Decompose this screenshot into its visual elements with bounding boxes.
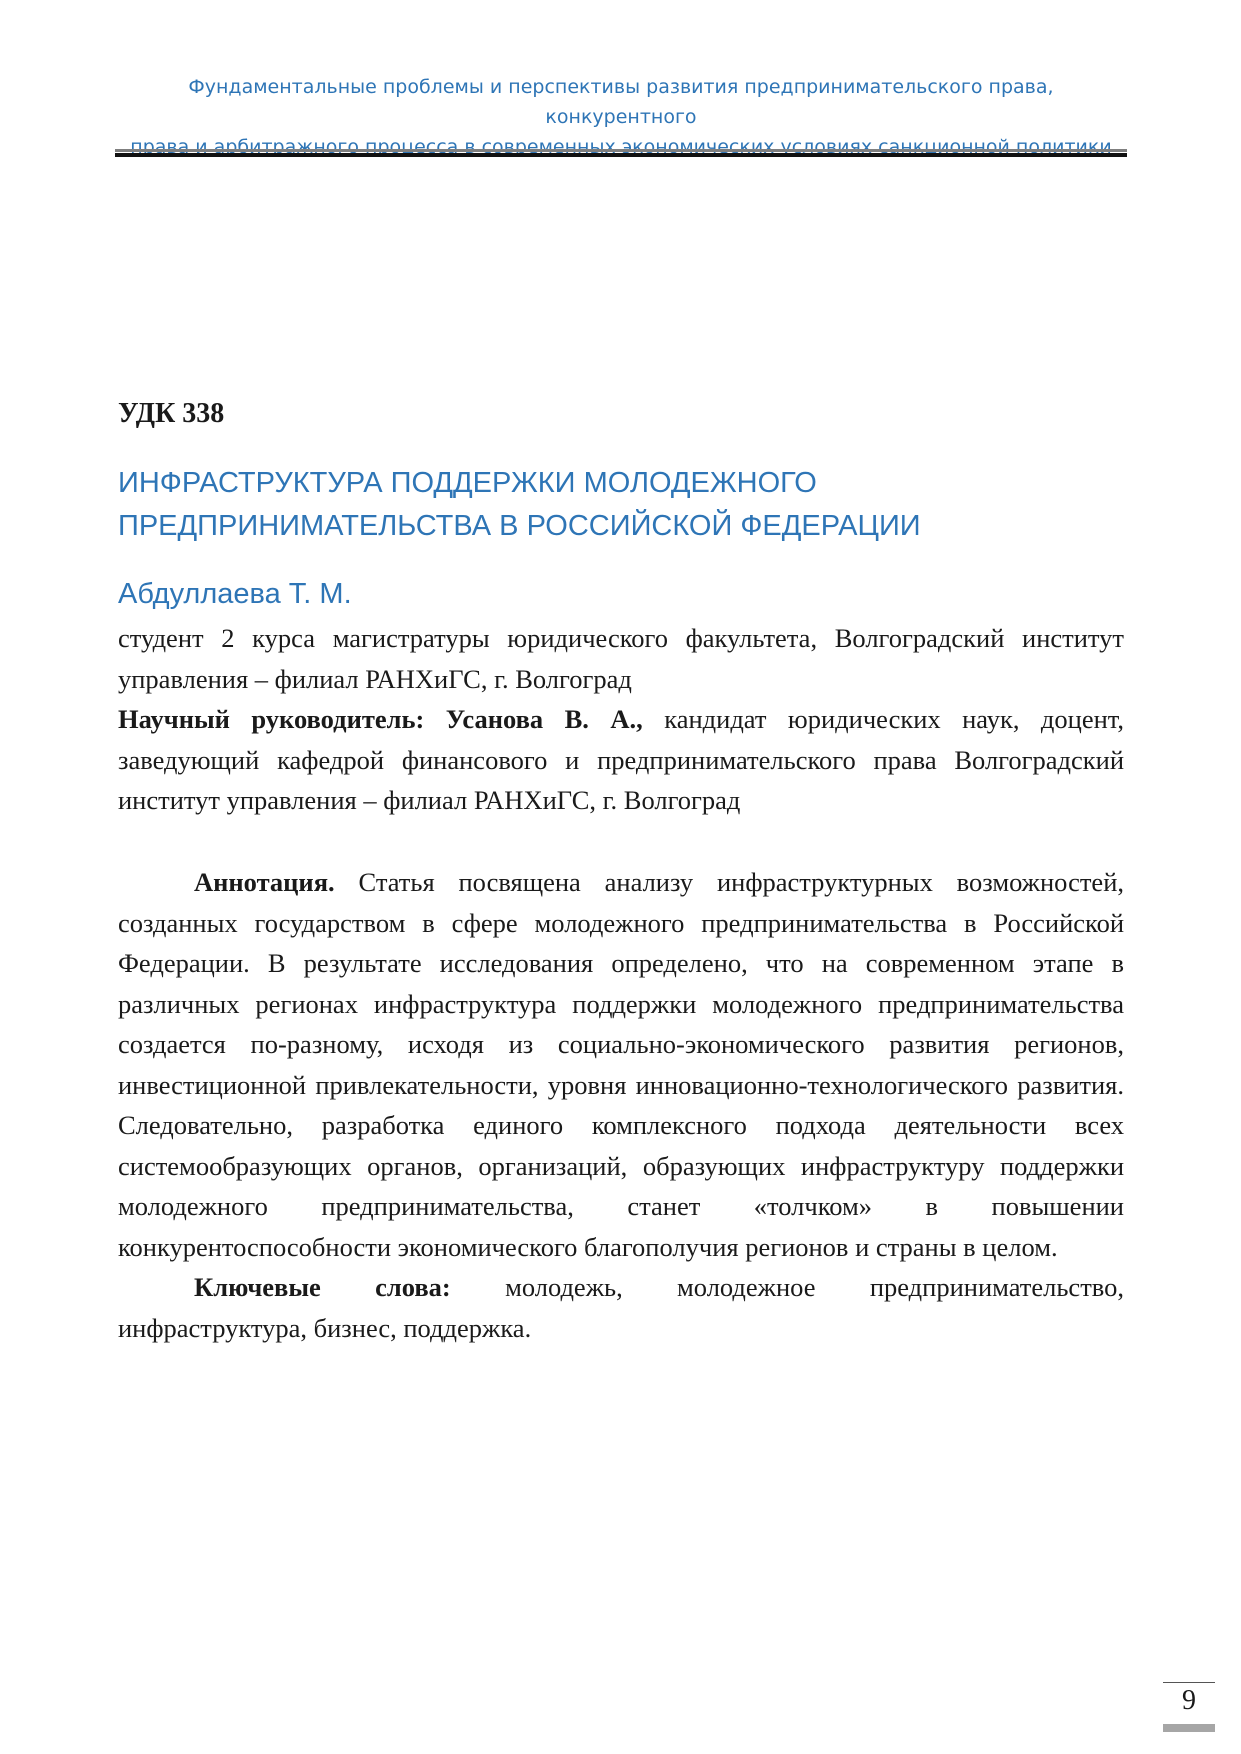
keywords-text: молодежь, молодежное предпринимательство, инфраструктура, бизнес, поддержка. [118, 1272, 1124, 1343]
supervisor-label: Научный руководитель: Усанова В. А., [118, 704, 643, 734]
page-number-bar [1163, 1724, 1215, 1732]
header-rule [115, 149, 1127, 157]
abstract-block [118, 862, 1124, 1348]
page-number: 9 [1163, 1682, 1215, 1717]
supervisor-text: кандидат юридических наук, доцент, заведующий кафедрой финансового и предпринимательского права Волгоградский институт управления – филиал РАНХиГС, г. Волгоград [118, 704, 1124, 815]
supervisor-info [118, 699, 1124, 821]
article-title [118, 462, 1118, 548]
article-title-line-2: ПРЕДПРИНИМАТЕЛЬСТВА В РОССИЙСКОЙ ФЕДЕРАЦИИ [118, 510, 921, 542]
udk-code: УДК 338 [118, 398, 225, 429]
keywords-paragraph [118, 1267, 1124, 1348]
abstract-label: Аннотация. [194, 867, 335, 897]
author-name: Абдуллаева Т. М. [118, 578, 352, 610]
running-header-line-2: права и арбитражного процесса в современных экономических условиях санкционной политики [130, 136, 1112, 158]
article-title-line-1: ИНФРАСТРУКТУРА ПОДДЕРЖКИ МОЛОДЕЖНОГО [118, 467, 817, 499]
keywords-label: Ключевые слова: [194, 1272, 451, 1302]
abstract-text: Статья посвящена анализу инфраструктурных возможностей, созданных государством в сфере молодежного предпринимательства в Российской Федерации. В результате исследования определено, что на современном этапе в различных регионах инфраструктура поддержки молодежного предпринимательства создается по-разному, исходя из социально-экономического развития регионов, инвестиционной привлекательности, уровня инновационно-технологического развития. Следовательно, разработка единого комплексного подхода деятельности всех системообразующих органов, организаций, образующих инфраструктуру поддержки молодежного предпринимательства, станет «толчком» в повышении конкурентоспособности экономического благополучия регионов и страны в целом. [118, 867, 1124, 1262]
affiliation-block [118, 618, 1124, 821]
abstract-paragraph [118, 862, 1124, 1267]
running-header-line-1: Фундаментальные проблемы и перспективы развития предпринимательского права, конкурентного [188, 76, 1054, 128]
author-affiliation: студент 2 курса магистратуры юридического факультета, Волгоградский институт управления – филиал РАНХиГС, г. Волгоград [118, 623, 1124, 694]
